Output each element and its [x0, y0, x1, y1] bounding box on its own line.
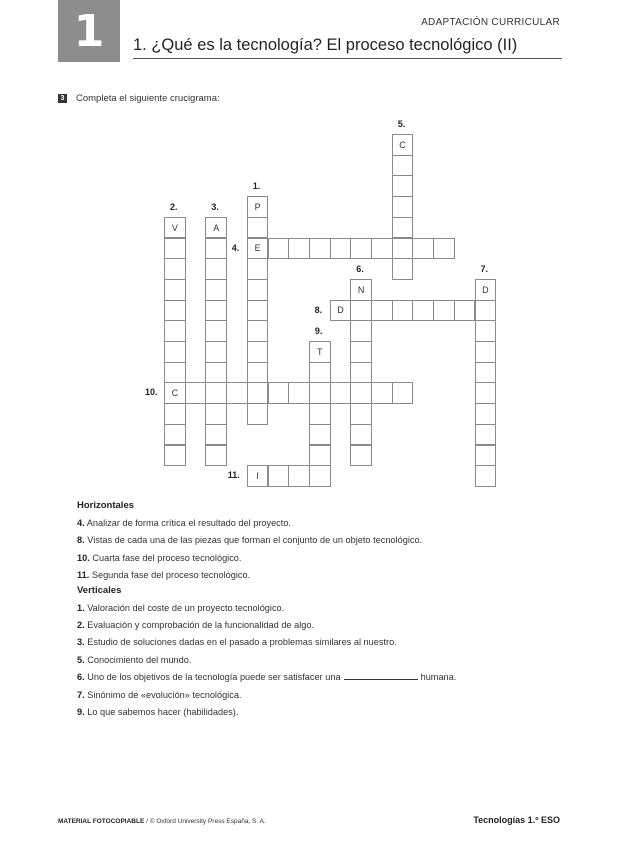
crossword-cell[interactable] [475, 382, 497, 404]
crossword-cell[interactable] [247, 320, 269, 342]
clue-number-5: 5. [397, 119, 406, 129]
crossword-cell[interactable]: C [392, 134, 414, 156]
crossword-cell[interactable] [164, 320, 186, 342]
crossword-cell[interactable]: P [247, 196, 269, 218]
crossword-cell[interactable] [475, 362, 497, 384]
footer-copyright: MATERIAL FOTOCOPIABLE / © Oxford University Press España, S. A. [58, 818, 266, 825]
crossword-cell[interactable] [475, 320, 497, 342]
crossword-cell[interactable]: I [247, 465, 269, 487]
crossword-cell[interactable] [371, 300, 393, 322]
crossword-cell[interactable] [205, 341, 227, 363]
crossword-cell[interactable] [205, 403, 227, 425]
crossword-cell[interactable] [205, 382, 227, 404]
clue-number-9: 9. [314, 326, 323, 336]
crossword-cell[interactable] [412, 300, 434, 322]
clue-horizontal-10: 10. Cuarta fase del proceso tecnológico. [77, 552, 242, 563]
crossword-cell[interactable] [350, 382, 372, 404]
clue-number-10: 10. [145, 387, 158, 398]
crossword-cell[interactable] [205, 362, 227, 384]
crossword-cell[interactable] [164, 258, 186, 280]
clue-horizontal-4: 4. Analizar de forma crítica el resultado del proyecto. [77, 518, 291, 528]
crossword-cell[interactable] [475, 424, 497, 446]
crossword-cell[interactable]: C [164, 382, 186, 404]
crossword-cell[interactable] [350, 238, 372, 260]
crossword-cell[interactable] [247, 279, 269, 301]
crossword-cell[interactable] [392, 175, 414, 197]
crossword-cell[interactable] [309, 445, 331, 467]
crossword-cell[interactable] [205, 445, 227, 467]
crossword-cell[interactable] [288, 382, 310, 404]
crossword-cell[interactable] [268, 238, 290, 260]
crossword-cell[interactable] [247, 300, 269, 322]
crossword-cell[interactable] [164, 362, 186, 384]
clue-number-3: 3. [211, 201, 219, 212]
crossword-cell[interactable] [475, 445, 497, 467]
crossword-cell[interactable] [247, 258, 269, 280]
crossword-cell[interactable] [164, 238, 186, 260]
crossword-cell[interactable] [350, 341, 372, 363]
vertical-heading: Verticales [77, 584, 122, 596]
clue-number-1: 1. [252, 181, 261, 192]
answer-blank[interactable] [344, 670, 418, 680]
footer-course: Tecnologías 1.º ESO [473, 815, 560, 825]
crossword-cell[interactable] [309, 403, 331, 425]
crossword-cell[interactable] [330, 238, 352, 260]
crossword-cell[interactable] [309, 465, 331, 487]
crossword-cell[interactable] [247, 217, 269, 239]
crossword-cell[interactable] [309, 424, 331, 446]
crossword-cell[interactable] [288, 238, 310, 260]
crossword-cell[interactable] [371, 238, 393, 260]
crossword-cell[interactable] [288, 465, 310, 487]
crossword-cell[interactable] [475, 300, 497, 322]
clue-vertical-1: 1. Valoración del coste de un proyecto tecnológico. [77, 602, 285, 613]
crossword-cell[interactable] [350, 362, 372, 384]
clue-vertical-9: 9. Lo que sabemos hacer (habilidades). [77, 707, 239, 718]
crossword-cell[interactable] [164, 341, 186, 363]
crossword-cell[interactable] [454, 300, 476, 322]
crossword-cell[interactable] [392, 300, 414, 322]
crossword-cell[interactable] [205, 238, 227, 260]
activity-instruction: Completa el siguiente crucigrama: [76, 93, 220, 104]
crossword-cell[interactable] [371, 382, 393, 404]
crossword-cell[interactable]: A [205, 217, 227, 239]
crossword-cell[interactable] [392, 238, 414, 260]
clue-number-7: 7. [480, 263, 489, 274]
crossword-cell[interactable] [350, 320, 372, 342]
crossword-cell[interactable] [268, 465, 290, 487]
crossword-cell[interactable] [433, 300, 455, 322]
page-title: 1. ¿Qué es la tecnología? El proceso tecnológico (II) [133, 36, 518, 54]
crossword-cell[interactable] [164, 279, 186, 301]
crossword-cell[interactable] [475, 465, 497, 487]
crossword-cell[interactable] [309, 382, 331, 404]
crossword-cell[interactable] [205, 424, 227, 446]
crossword-cell[interactable] [247, 403, 269, 425]
crossword-cell[interactable] [392, 155, 414, 177]
crossword-cell[interactable] [350, 424, 372, 446]
clues-section [77, 500, 577, 721]
crossword-cell[interactable] [309, 362, 331, 384]
crossword-cell[interactable] [205, 279, 227, 301]
crossword-cell[interactable] [350, 300, 372, 322]
crossword-cell[interactable] [392, 196, 414, 218]
clue-horizontal-11: 11. Segunda fase del proceso tecnológico. [77, 570, 251, 581]
clue-number-11: 11. [227, 470, 240, 481]
crossword-cell[interactable] [350, 403, 372, 425]
clue-vertical-6: 6. Uno de los objetivos de la tecnología puede ser satisfacer una humana. [77, 672, 457, 683]
crossword-cell[interactable]: V [164, 217, 186, 239]
clue-vertical-2: 2. Evaluación y comprobación de la funcionalidad de algo. [77, 620, 315, 631]
crossword-cell[interactable] [164, 445, 186, 467]
crossword-cell[interactable] [205, 320, 227, 342]
crossword-cell[interactable] [205, 258, 227, 280]
crossword-cell[interactable] [350, 445, 372, 467]
crossword-cell[interactable] [164, 300, 186, 322]
crossword-cell[interactable] [226, 382, 248, 404]
crossword-cell[interactable] [164, 424, 186, 446]
crossword-cell[interactable] [164, 403, 186, 425]
crossword-cell[interactable]: E [247, 238, 269, 260]
clue-vertical-3: 3. Estudio de soluciones dadas en el pasado a problemas similares al nuestro. [77, 637, 397, 648]
crossword-cell[interactable] [247, 362, 269, 384]
section-label: ADAPTACIÓN CURRICULAR [421, 17, 560, 28]
crossword-cell[interactable] [247, 382, 269, 404]
crossword-cell[interactable] [412, 238, 434, 260]
crossword-cell[interactable] [247, 341, 269, 363]
crossword-cell[interactable] [392, 258, 414, 280]
crossword-cell[interactable] [392, 382, 414, 404]
crossword-cell[interactable] [268, 382, 290, 404]
crossword-cell[interactable] [185, 382, 207, 404]
crossword-cell[interactable] [392, 217, 414, 239]
crossword-cell[interactable] [433, 238, 455, 260]
crossword-cell[interactable] [330, 382, 352, 404]
clue-horizontal-8: 8. Vistas de cada una de las piezas que forman el conjunto de un objeto tecnológico. [77, 535, 423, 546]
clue-number-2: 2. [170, 201, 178, 212]
unit-number-badge: 1 [58, 0, 120, 62]
crossword-cell[interactable] [309, 238, 331, 260]
activity-number: 3 [58, 94, 67, 103]
crossword-cell[interactable]: D [475, 279, 497, 301]
crossword-cell[interactable]: N [350, 279, 372, 301]
crossword-cell[interactable] [475, 341, 497, 363]
clue-vertical-5: 5. Conocimiento del mundo. [77, 654, 192, 665]
crossword-cell[interactable] [475, 403, 497, 425]
clue-number-8: 8. [314, 304, 323, 315]
clue-vertical-7: 7. Sinónimo de «evolución» tecnológica. [77, 689, 242, 700]
horizontal-heading: Horizontales [77, 500, 135, 511]
crossword-cell[interactable]: D [330, 300, 352, 322]
crossword-cell[interactable]: T [309, 341, 331, 363]
clue-number-4: 4. [231, 242, 240, 253]
clue-number-6: 6. [356, 263, 364, 274]
crossword-cell[interactable] [205, 300, 227, 322]
